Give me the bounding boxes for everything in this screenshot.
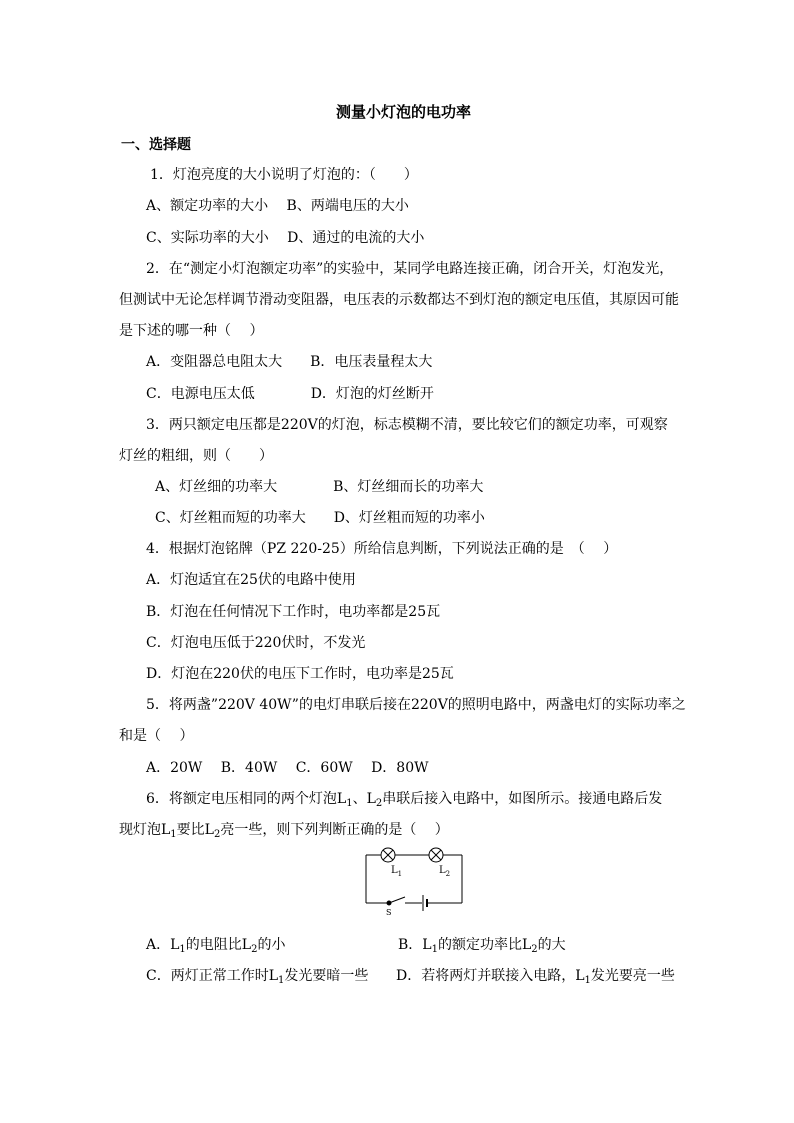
question-2-line-3: 是下述的哪一种（ ） — [119, 323, 264, 339]
lamp-1-symbol — [381, 848, 395, 862]
question-3-line-2: 灯丝的粗细，则（ ） — [119, 448, 273, 464]
question-3-options-cd: C、灯丝粗而短的功率大 D、灯丝粗而短的功率小 — [155, 510, 485, 526]
series-circuit-diagram — [365, 845, 465, 915]
battery-symbol — [423, 895, 427, 911]
question-6-line-2: 现灯泡$L_1$要比$L_2$亮一些，则下列判断正确的是（ ） — [119, 822, 449, 840]
question-4-option-b: B．灯泡在任何情况下工作时，电功率都是25瓦 — [146, 604, 441, 620]
switch-label: S — [386, 908, 392, 915]
question-6-line-1: 6．将额定电压相同的两个灯泡$L_1$、$L_2$串联后接入电路中，如图所示。接通电路后发 — [146, 791, 663, 809]
switch-symbol — [387, 897, 405, 905]
question-1-options-cd: C、实际功率的大小 D、通过的电流的大小 — [146, 230, 425, 246]
question-2-line-1: 2．在“测定小灯泡额定功率”的实验中，某同学电路连接正确，闭合开关，灯泡发光， — [146, 261, 674, 277]
lamp-2-label: $L_2$ — [439, 865, 451, 878]
question-2-line-2: 但测试中无论怎样调节滑动变阻器，电压表的示数都达不到灯泡的额定电压值，其原因可能 — [119, 292, 679, 308]
question-2-options-ab: A．变阻器总电阻太大 B．电压表量程太大 — [146, 354, 433, 370]
question-4-option-a: A．灯泡适宜在25伏的电路中使用 — [146, 572, 356, 588]
question-1-stem: 1．灯泡亮度的大小说明了灯泡的：（ ） — [150, 167, 418, 183]
question-6-option-c: C．两灯正常工作时$L_1$发光要暗一些 — [146, 968, 369, 986]
question-5-line-2: 和是（ ） — [119, 728, 194, 744]
question-5-options: A．20W B．40W C．60W D．80W — [146, 760, 429, 776]
lamp-2-symbol — [429, 848, 443, 862]
question-5-line-1: 5．将两盏”220V 40W”的电灯串联后接在220V的照明电路中，两盏电灯的实际功率之 — [146, 697, 686, 713]
question-6-option-d: D．若将两灯并联接入电路，$L_1$发光要亮一些 — [396, 968, 675, 986]
question-4-option-c: C．灯泡电压低于220伏时，不发光 — [146, 635, 366, 651]
page-title: 测量小灯泡的电功率 — [336, 103, 472, 121]
section-heading: 一、选择题 — [121, 137, 191, 153]
question-4-option-d: D．灯泡在220伏的电压下工作时，电功率是25瓦 — [146, 666, 454, 682]
question-3-line-1: 3．两只额定电压都是220V的灯泡，标志模糊不清，要比较它们的额定功率，可观察 — [146, 417, 668, 433]
question-6-option-a: A．$L_1$的电阻比$L_2$的小 — [146, 937, 286, 955]
question-1-options-ab: A、额定功率的大小 B、两端电压的大小 — [146, 198, 409, 214]
question-2-options-cd: C．电源电压太低 D．灯泡的灯丝断开 — [146, 386, 434, 402]
question-6-option-b: B．$L_1$的额定功率比$L_2$的大 — [398, 937, 566, 955]
lamp-1-label: $L_1$ — [391, 865, 403, 878]
question-4-stem: 4．根据灯泡铭牌（PZ 220-25）所给信息判断，下列说法正确的是 （ ） — [146, 541, 618, 557]
question-3-options-ab: A、灯丝细的功率大 B、灯丝细而长的功率大 — [155, 479, 484, 495]
